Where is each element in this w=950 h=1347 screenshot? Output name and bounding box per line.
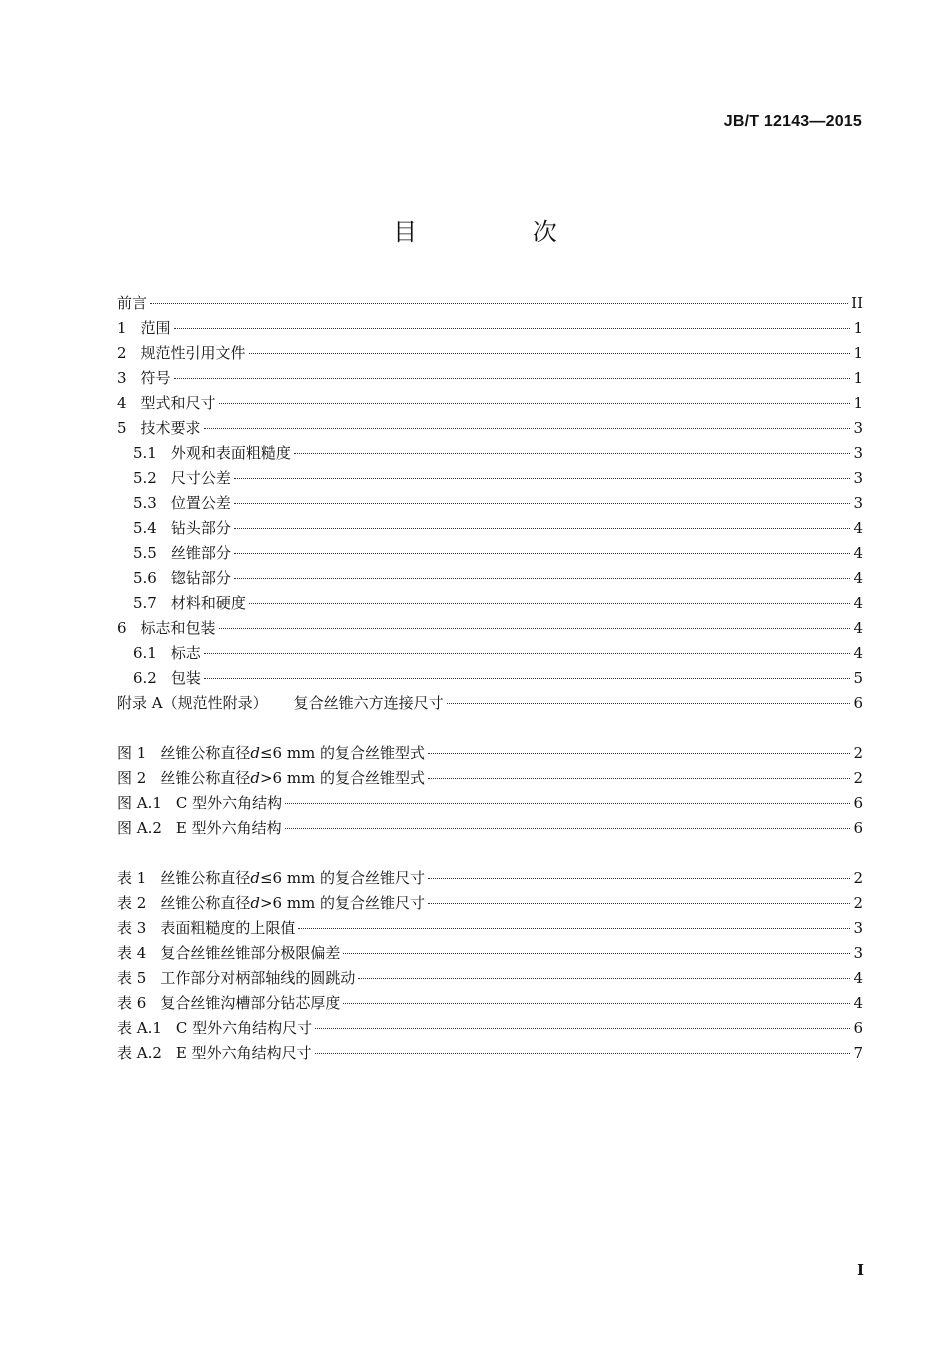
document-id: JB/T 12143—2015	[723, 113, 862, 130]
leader-dots	[174, 378, 851, 379]
table-label-var: d	[250, 869, 260, 887]
toc-entry-number: 5.7	[133, 594, 157, 612]
toc-entry-page: 6	[853, 694, 863, 712]
leader-dots	[204, 653, 851, 654]
table-number: 表 1	[117, 869, 147, 887]
leader-dots	[294, 453, 851, 454]
toc-entry-5-7[interactable]	[133, 591, 863, 615]
toc-entry-6-2[interactable]	[133, 666, 863, 690]
table-page: 3	[853, 919, 863, 937]
leader-dots	[219, 403, 851, 404]
figure-label-post: ≤6 mm 的复合丝锥型式	[259, 744, 426, 762]
toc-entry-number: 附录 A（规范性附录）	[117, 694, 268, 712]
toc-entry-page: 4	[853, 594, 863, 612]
table-label-pre: 表面粗糙度的上限值	[160, 919, 296, 937]
figure-number: 图 A.2	[117, 819, 162, 837]
toc-entry-3[interactable]	[117, 366, 863, 390]
figure-label-pre: 丝锥公称直径	[160, 744, 251, 762]
figure-number: 图 2	[117, 769, 147, 787]
toc-entry-label: 前言	[117, 294, 148, 312]
table-entry-1[interactable]	[117, 866, 863, 890]
toc-entry-1[interactable]	[117, 316, 863, 340]
leader-dots	[447, 703, 851, 704]
figure-entry-2[interactable]	[117, 766, 863, 790]
table-label-pre: 丝锥公称直径	[160, 894, 251, 912]
table-label-pre: 复合丝锥丝锥部分极限偏差	[160, 944, 341, 962]
table-number: 表 A.2	[117, 1044, 162, 1062]
toc-entry-page: 3	[853, 494, 863, 512]
toc-entry-number: 4	[117, 394, 127, 412]
toc-entry-label: 尺寸公差	[170, 469, 231, 487]
toc-entry-page: 4	[853, 519, 863, 537]
leader-dots	[343, 953, 850, 954]
toc-entry-label: 丝锥部分	[170, 544, 231, 562]
leader-dots	[428, 878, 850, 879]
figure-number: 图 1	[117, 744, 147, 762]
toc-entry-label: 规范性引用文件	[140, 344, 246, 362]
leader-dots	[358, 978, 850, 979]
toc-entry-number: 6.1	[133, 644, 157, 662]
toc-entry-5-3[interactable]	[133, 491, 863, 515]
toc-entry-page: 3	[853, 444, 863, 462]
toc-entry-page: 3	[853, 469, 863, 487]
toc-entry-6[interactable]	[117, 616, 863, 640]
table-label-pre: 丝锥公称直径	[160, 869, 251, 887]
leader-dots	[315, 1053, 851, 1054]
toc-entry-label: 标志	[170, 644, 201, 662]
figure-label-pre: E 型外六角结构	[175, 819, 282, 837]
table-page: 4	[853, 969, 863, 987]
toc-entry-number: 3	[117, 369, 127, 387]
figure-page: 2	[853, 769, 863, 787]
figure-page: 2	[853, 744, 863, 762]
figure-label-var: d	[250, 769, 260, 787]
table-label-post: >6 mm 的复合丝锥尺寸	[259, 894, 426, 912]
table-number: 表 3	[117, 919, 147, 937]
toc-entry-page: 3	[853, 419, 863, 437]
table-label-pre: 复合丝锥沟槽部分钻芯厚度	[160, 994, 341, 1012]
table-entry-3[interactable]	[117, 916, 863, 940]
table-label-var: d	[250, 894, 260, 912]
table-number: 表 2	[117, 894, 147, 912]
leader-dots	[428, 903, 850, 904]
toc-entry-page: 1	[853, 369, 863, 387]
leader-dots	[234, 553, 851, 554]
toc-entry-5-4[interactable]	[133, 516, 863, 540]
leader-dots	[234, 503, 851, 504]
leader-dots	[174, 328, 851, 329]
table-page: 4	[853, 994, 863, 1012]
toc-entry-label: 型式和尺寸	[140, 394, 216, 412]
table-label-post: ≤6 mm 的复合丝锥尺寸	[259, 869, 426, 887]
table-entry-2[interactable]	[117, 891, 863, 915]
table-entry-4[interactable]	[117, 941, 863, 965]
table-entry-5[interactable]	[117, 966, 863, 990]
figure-page: 6	[853, 794, 863, 812]
figure-entry-a1[interactable]	[117, 791, 863, 815]
toc-entry-number: 5	[117, 419, 127, 437]
table-entry-6[interactable]	[117, 991, 863, 1015]
toc-entry-number: 5.2	[133, 469, 157, 487]
toc-entry-label: 范围	[140, 319, 171, 337]
table-number: 表 5	[117, 969, 147, 987]
leader-dots	[343, 1003, 850, 1004]
toc-entry-5-5[interactable]	[133, 541, 863, 565]
leader-dots	[204, 428, 851, 429]
toc-entry-label: 包装	[170, 669, 201, 687]
leader-dots	[249, 353, 851, 354]
leader-dots	[428, 753, 850, 754]
table-entry-a2[interactable]	[117, 1041, 863, 1065]
table-number: 表 4	[117, 944, 147, 962]
toc-entry-5-6[interactable]	[133, 566, 863, 590]
leader-dots	[204, 678, 851, 679]
leader-dots	[285, 803, 850, 804]
figure-label-pre: C 型外六角结构	[175, 794, 283, 812]
toc-entry-label: 材料和硬度	[170, 594, 246, 612]
toc-entry-page: 4	[853, 644, 863, 662]
table-label-pre: E 型外六角结构尺寸	[175, 1044, 312, 1062]
leader-dots	[298, 928, 850, 929]
toc-entry-label: 位置公差	[170, 494, 231, 512]
toc-entry-5[interactable]	[117, 416, 863, 440]
toc-entry-5-1[interactable]	[133, 441, 863, 465]
toc-entry-page: 4	[853, 569, 863, 587]
table-label-pre: 工作部分对柄部轴线的圆跳动	[160, 969, 356, 987]
leader-dots	[428, 778, 850, 779]
toc-title: 目 次	[393, 218, 611, 246]
toc-entry-number: 5.4	[133, 519, 157, 537]
toc-entry-page: 1	[853, 394, 863, 412]
figure-label-var: d	[250, 744, 260, 762]
toc-entry-label: 外观和表面粗糙度	[170, 444, 291, 462]
leader-dots	[315, 1028, 850, 1029]
leader-dots	[249, 603, 851, 604]
toc-entry-foreword[interactable]	[117, 291, 863, 315]
figure-number: 图 A.1	[117, 794, 162, 812]
toc-entry-number: 6.2	[133, 669, 157, 687]
toc-entry-annex-a[interactable]	[117, 691, 863, 715]
table-page: 7	[853, 1044, 863, 1062]
table-entry-a1[interactable]	[117, 1016, 863, 1040]
toc-entry-5-2[interactable]	[133, 466, 863, 490]
toc-entry-label: 符号	[140, 369, 171, 387]
table-page: 6	[853, 1019, 863, 1037]
toc-entry-page: 4	[853, 544, 863, 562]
toc-entry-number: 2	[117, 344, 127, 362]
figure-entry-a2[interactable]	[117, 816, 863, 840]
toc-entry-number: 1	[117, 319, 127, 337]
toc-entry-page: 1	[853, 344, 863, 362]
figure-page: 6	[853, 819, 863, 837]
table-page: 2	[853, 894, 863, 912]
toc-entry-page: 4	[853, 619, 863, 637]
toc-entry-label: 技术要求	[140, 419, 201, 437]
toc-entry-4[interactable]	[117, 391, 863, 415]
figure-label-pre: 丝锥公称直径	[160, 769, 251, 787]
toc-entry-label: 钻头部分	[170, 519, 231, 537]
toc-entry-6-1[interactable]	[133, 641, 863, 665]
toc-entry-number: 5.6	[133, 569, 157, 587]
leader-dots	[234, 528, 851, 529]
toc-entry-label: 复合丝锥六方连接尺寸	[293, 694, 444, 712]
figure-entry-1[interactable]	[117, 741, 863, 765]
figure-label-post: >6 mm 的复合丝锥型式	[259, 769, 426, 787]
table-page: 3	[853, 944, 863, 962]
toc-entry-label: 标志和包装	[140, 619, 216, 637]
toc-entry-label: 锪钻部分	[170, 569, 231, 587]
page-number: I	[856, 1261, 864, 1279]
toc-entry-number: 6	[117, 619, 127, 637]
table-number: 表 A.1	[117, 1019, 162, 1037]
table-number: 表 6	[117, 994, 147, 1012]
toc-entry-page: 5	[853, 669, 863, 687]
leader-dots	[285, 828, 851, 829]
toc-entry-2[interactable]	[117, 341, 863, 365]
toc-entry-number: 5.1	[133, 444, 157, 462]
leader-dots	[234, 578, 851, 579]
table-page: 2	[853, 869, 863, 887]
leader-dots	[234, 478, 851, 479]
toc-entry-page: 1	[853, 319, 863, 337]
table-label-pre: C 型外六角结构尺寸	[175, 1019, 313, 1037]
leader-dots	[219, 628, 851, 629]
toc-entry-number: 5.5	[133, 544, 157, 562]
toc-entry-number: 5.3	[133, 494, 157, 512]
toc-entry-page: II	[851, 294, 863, 312]
leader-dots	[150, 303, 848, 304]
